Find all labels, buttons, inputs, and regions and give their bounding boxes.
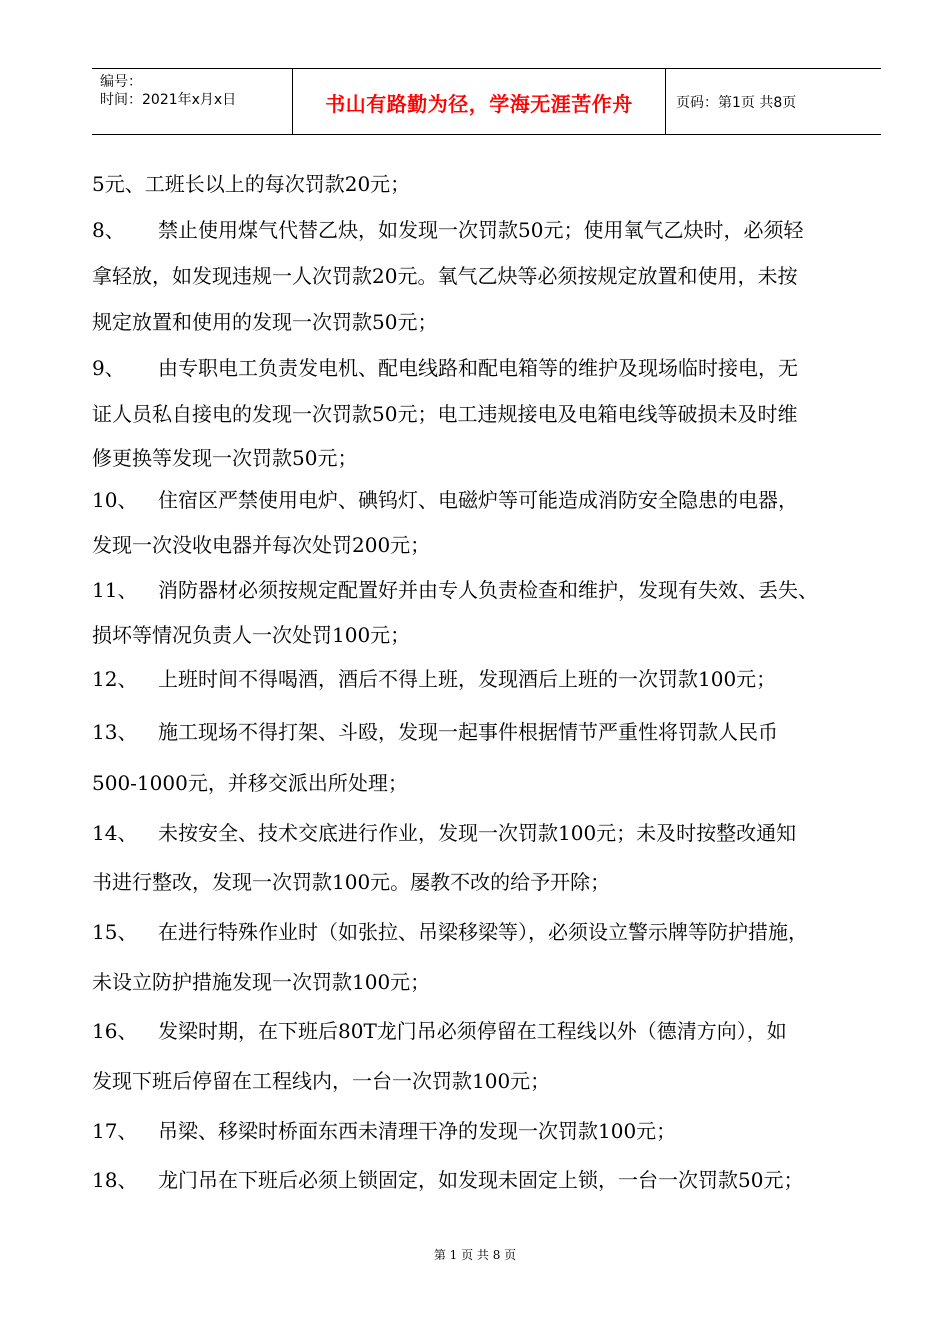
- paragraph-line: 14、 未按安全、技术交底进行作业，发现一次罚款100元；未及时按整改通知: [92, 821, 797, 845]
- document-number-label: 编号：: [100, 74, 142, 90]
- header-page-info: 页码：第1页 共8页: [676, 95, 797, 111]
- paragraph-line: 15、 在进行特殊作业时（如张拉、吊梁移梁等），必须设立警示牌等防护措施，: [92, 920, 808, 944]
- paragraph-line: 13、 施工现场不得打架、斗殴，发现一起事件根据情节严重性将罚款人民币: [92, 720, 778, 744]
- paragraph-line: 损坏等情况负责人一次处罚100元；: [92, 623, 411, 647]
- paragraph-line: 发现一次没收电器并每次处罚200元；: [92, 533, 431, 557]
- paragraph-line: 18、 龙门吊在下班后必须上锁固定，如发现未固定上锁，一台一次罚款50元；: [92, 1168, 804, 1192]
- document-time-label: 时间：2021年x月x日: [100, 92, 237, 108]
- paragraph-line: 10、 住宿区严禁使用电炉、碘钨灯、电磁炉等可能造成消防安全隐患的电器，: [92, 488, 798, 512]
- paragraph-line: 9、 由专职电工负责发电机、配电线路和配电箱等的维护及现场临时接电，无: [92, 356, 798, 380]
- paragraph-line: 500-1000元，并移交派出所处理；: [92, 771, 408, 795]
- paragraph-line: 11、 消防器材必须按规定配置好并由专人负责检查和维护，发现有失效、丢失、: [92, 578, 818, 602]
- paragraph-line: 发现下班后停留在工程线内，一台一次罚款100元；: [92, 1069, 551, 1093]
- paragraph-line: 未设立防护措施发现一次罚款100元；: [92, 970, 431, 994]
- paragraph-line: 12、 上班时间不得喝酒，酒后不得上班，发现酒后上班的一次罚款100元；: [92, 667, 777, 691]
- document-header: [92, 68, 881, 135]
- paragraph-line: 书进行整改，发现一次罚款100元。屡教不改的给予开除；: [92, 870, 611, 894]
- header-motto: 书山有路勤为径，学海无涯苦作舟: [293, 69, 666, 135]
- paragraph-line: 规定放置和使用的发现一次罚款50元；: [92, 310, 438, 334]
- paragraph-line: 拿轻放，如发现违规一人次罚款20元。氧气乙炔等必须按规定放置和使用，未按: [92, 264, 798, 288]
- paragraph-line: 修更换等发现一次罚款50元；: [92, 446, 358, 470]
- paragraph-line: 证人员私自接电的发现一次罚款50元；电工违规接电及电箱电线等破损未及时维: [92, 402, 798, 426]
- paragraph-line: 5元、工班长以上的每次罚款20元；: [92, 172, 411, 196]
- paragraph-line: 17、 吊梁、移梁时桥面东西未清理干净的发现一次罚款100元；: [92, 1119, 677, 1143]
- paragraph-line: 16、 发梁时期，在下班后80T龙门吊必须停留在工程线以外（德清方向），如: [92, 1019, 787, 1043]
- paragraph-line: 8、 禁止使用煤气代替乙炔，如发现一次罚款50元；使用氧气乙炔时，必须轻: [92, 218, 804, 242]
- header-info-cell: [92, 69, 293, 135]
- page-footer: 第 1 页 共 8 页: [433, 1248, 517, 1262]
